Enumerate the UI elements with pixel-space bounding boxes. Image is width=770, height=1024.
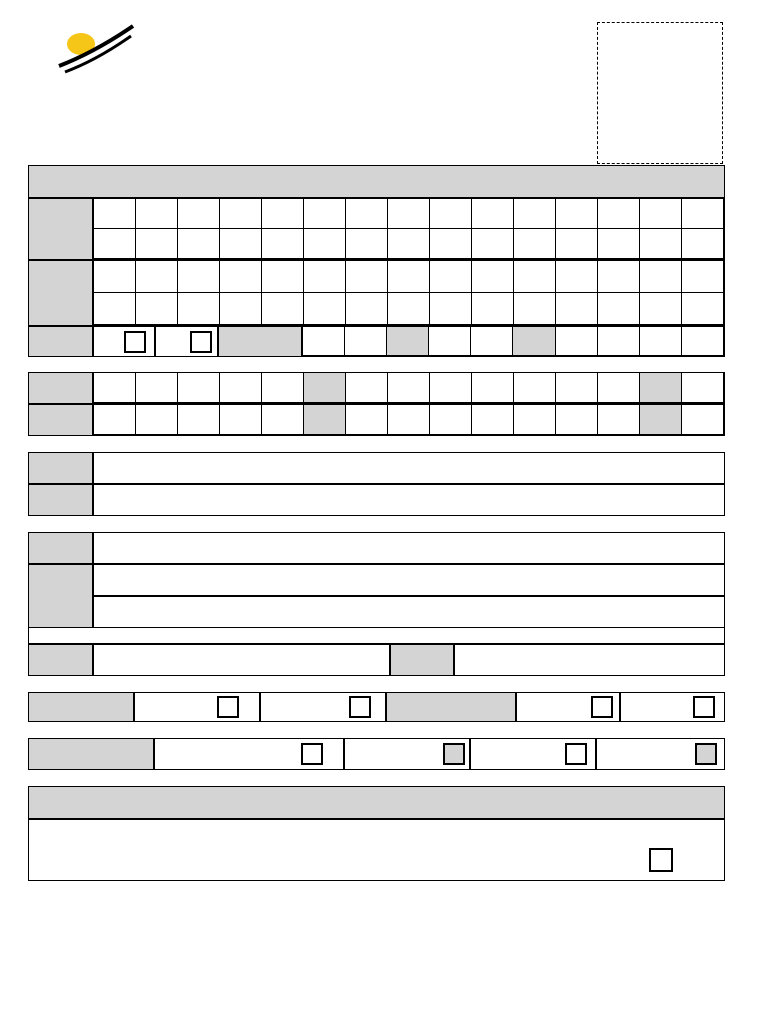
occupation-label (28, 738, 154, 770)
disability-yes-cell (516, 692, 620, 722)
cnic-digit-box[interactable] (682, 405, 724, 435)
letter-box[interactable] (472, 293, 514, 325)
gender-male-cell (93, 326, 155, 357)
cnic-dash[interactable] (304, 373, 346, 403)
letter-box[interactable] (388, 199, 430, 229)
letter-box[interactable] (514, 199, 556, 229)
letter-box[interactable] (556, 229, 598, 259)
letter-box[interactable] (220, 229, 262, 259)
letter-box[interactable] (136, 293, 178, 325)
letter-box[interactable] (430, 229, 472, 259)
ex-serviceman-cell (596, 738, 725, 770)
email-label (28, 532, 93, 564)
letter-box[interactable] (262, 261, 304, 293)
letter-box[interactable] (556, 261, 598, 293)
letter-box[interactable] (304, 199, 346, 229)
full-name-label (28, 198, 93, 260)
letter-box[interactable] (346, 229, 388, 259)
non-muslim-cell (260, 692, 386, 722)
letter-box[interactable] (262, 199, 304, 229)
photo-box[interactable] (597, 22, 723, 164)
dob-digit-box[interactable] (345, 327, 387, 356)
dob-separator[interactable] (513, 327, 555, 356)
non-muslim-checkbox[interactable] (349, 696, 371, 718)
letter-box[interactable] (514, 229, 556, 259)
letter-box[interactable] (682, 293, 724, 325)
cnic-label (28, 372, 93, 404)
dob-digit-box[interactable] (471, 327, 513, 356)
personal-data-header (28, 165, 725, 198)
letter-box[interactable] (598, 229, 640, 259)
muslim-checkbox[interactable] (217, 696, 239, 718)
domicile-district-input[interactable] (454, 644, 725, 676)
cnic-digit-box[interactable] (346, 373, 388, 403)
letter-box[interactable] (304, 261, 346, 293)
letter-box[interactable] (430, 293, 472, 325)
cnic-digit-box[interactable] (598, 405, 640, 435)
dob-separator[interactable] (387, 327, 429, 356)
letter-box[interactable] (430, 199, 472, 229)
cnic-digit-box[interactable] (514, 405, 556, 435)
letter-box[interactable] (640, 199, 682, 229)
cnic-digit-box[interactable] (388, 373, 430, 403)
disability-no-cell (620, 692, 725, 722)
gov-servant-cell (154, 738, 344, 770)
cnic-dash[interactable] (304, 405, 346, 435)
pts-logo-icon (45, 22, 140, 77)
domicile-province-input[interactable] (93, 644, 390, 676)
male-checkbox[interactable] (124, 331, 146, 353)
post-selected-header (28, 786, 725, 819)
cnic-digit-box[interactable] (94, 373, 136, 403)
letter-box[interactable] (472, 229, 514, 259)
fathers-name-label (28, 260, 93, 326)
post-checkbox[interactable] (649, 848, 673, 872)
letter-box[interactable] (178, 229, 220, 259)
cnic-digit-box[interactable] (430, 405, 472, 435)
cnic-dash[interactable] (640, 373, 682, 403)
letter-box[interactable] (178, 199, 220, 229)
cnic-digit-box[interactable] (556, 405, 598, 435)
dob-digit-box[interactable] (556, 327, 598, 356)
letter-box[interactable] (682, 199, 724, 229)
domicile-district-label (390, 644, 454, 676)
mobile1-grid[interactable] (93, 452, 725, 484)
domicile-province-label (28, 644, 93, 676)
letter-box[interactable] (514, 293, 556, 325)
mobile1-label (28, 452, 93, 484)
present-address-line1[interactable] (93, 564, 725, 596)
letter-box[interactable] (346, 293, 388, 325)
email-input[interactable] (93, 532, 725, 564)
disability-yes-checkbox[interactable] (591, 696, 613, 718)
cnic-digit-box[interactable] (136, 405, 178, 435)
letter-box[interactable] (136, 199, 178, 229)
present-address-line2[interactable] (93, 596, 725, 628)
letter-box[interactable] (220, 199, 262, 229)
cnic-digit-box[interactable] (262, 405, 304, 435)
letter-box[interactable] (178, 293, 220, 325)
letter-box[interactable] (556, 293, 598, 325)
letter-box[interactable] (388, 229, 430, 259)
cnic-digit-box[interactable] (682, 373, 724, 403)
letter-box[interactable] (94, 229, 136, 259)
cnic-digit-box[interactable] (94, 405, 136, 435)
cnic-digit-box[interactable] (430, 373, 472, 403)
letter-box[interactable] (556, 199, 598, 229)
female-checkbox[interactable] (190, 331, 212, 353)
cnic-dash[interactable] (640, 405, 682, 435)
letter-box[interactable] (682, 229, 724, 259)
disability-label (386, 692, 516, 722)
cnic-reenter-label (28, 404, 93, 436)
letter-box[interactable] (598, 293, 640, 325)
religion-label (28, 692, 134, 722)
letter-box[interactable] (598, 199, 640, 229)
cnic-grid[interactable] (93, 372, 725, 404)
dob-digit-box[interactable] (429, 327, 471, 356)
letter-box[interactable] (94, 261, 136, 293)
pts-logo (45, 22, 140, 102)
letter-box[interactable] (640, 261, 682, 293)
full-name-grid[interactable] (93, 198, 725, 260)
letter-box[interactable] (178, 261, 220, 293)
private-service-cell (344, 738, 470, 770)
cnic-digit-box[interactable] (220, 373, 262, 403)
letter-box[interactable] (640, 229, 682, 259)
letter-box[interactable] (136, 261, 178, 293)
letter-box[interactable] (94, 293, 136, 325)
gender-label (28, 326, 93, 357)
gov-servant-checkbox[interactable] (301, 743, 323, 765)
cnic-reenter-grid[interactable] (93, 404, 725, 436)
cnic-digit-box[interactable] (136, 373, 178, 403)
letter-box[interactable] (136, 229, 178, 259)
present-address-label (28, 564, 93, 628)
mobile2-label (28, 484, 93, 516)
cnic-digit-box[interactable] (220, 405, 262, 435)
letter-box[interactable] (94, 199, 136, 229)
letter-box[interactable] (304, 229, 346, 259)
letter-box[interactable] (262, 229, 304, 259)
cnic-digit-box[interactable] (556, 373, 598, 403)
cnic-digit-box[interactable] (514, 373, 556, 403)
letter-box[interactable] (640, 293, 682, 325)
letter-box[interactable] (472, 199, 514, 229)
fathers-name-grid[interactable] (93, 260, 725, 326)
cnic-digit-box[interactable] (262, 373, 304, 403)
cnic-digit-box[interactable] (598, 373, 640, 403)
letter-box[interactable] (304, 293, 346, 325)
ex-serviceman-checkbox[interactable] (695, 743, 717, 765)
dob-label (218, 326, 302, 357)
letter-box[interactable] (346, 199, 388, 229)
private-service-checkbox[interactable] (443, 743, 465, 765)
letter-box[interactable] (220, 261, 262, 293)
dob-digit-box[interactable] (598, 327, 640, 356)
cnic-digit-box[interactable] (178, 373, 220, 403)
letter-box[interactable] (472, 261, 514, 293)
address-spacer-row (28, 628, 725, 644)
cnic-digit-box[interactable] (388, 405, 430, 435)
letter-box[interactable] (598, 261, 640, 293)
gender-female-cell (155, 326, 218, 357)
dob-grid[interactable] (302, 326, 725, 357)
letter-box[interactable] (430, 261, 472, 293)
dob-digit-box[interactable] (303, 327, 345, 356)
dob-digit-box[interactable] (640, 327, 682, 356)
muslim-cell (134, 692, 260, 722)
letter-box[interactable] (514, 261, 556, 293)
letter-box[interactable] (388, 293, 430, 325)
cnic-digit-box[interactable] (472, 405, 514, 435)
dob-digit-box[interactable] (682, 327, 724, 356)
letter-box[interactable] (682, 261, 724, 293)
cnic-digit-box[interactable] (472, 373, 514, 403)
letter-box[interactable] (388, 261, 430, 293)
letter-box[interactable] (220, 293, 262, 325)
cnic-digit-box[interactable] (178, 405, 220, 435)
disability-no-checkbox[interactable] (693, 696, 715, 718)
jobless-checkbox[interactable] (565, 743, 587, 765)
jobless-cell (470, 738, 596, 770)
post-selected-box (28, 819, 725, 881)
letter-box[interactable] (346, 261, 388, 293)
cnic-digit-box[interactable] (346, 405, 388, 435)
letter-box[interactable] (262, 293, 304, 325)
mobile2-grid[interactable] (93, 484, 725, 516)
